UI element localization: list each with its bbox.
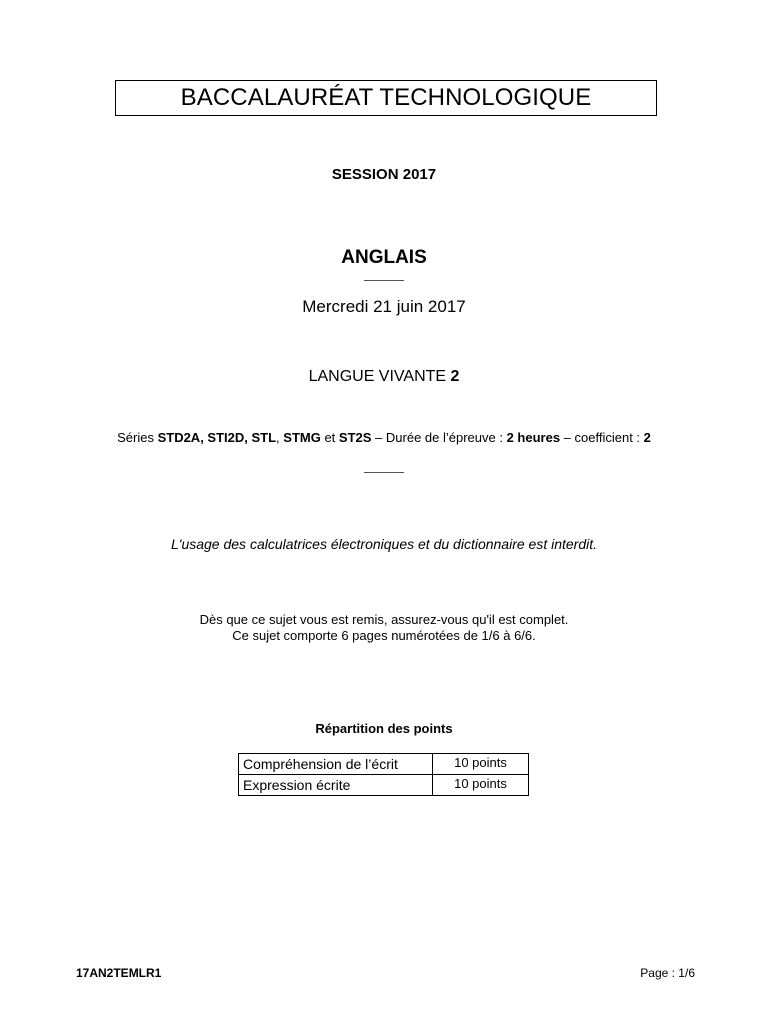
table-cell-value: 10 points bbox=[433, 754, 529, 775]
points-table bbox=[238, 753, 529, 796]
table-row bbox=[239, 754, 529, 775]
exam-date: Mercredi 21 juin 2017 bbox=[302, 297, 466, 316]
completeness-line-2: Ce sujet comporte 6 pages numérotées de 1/6 à 6/6. bbox=[232, 628, 536, 643]
calculator-notice: L'usage des calculatrices électroniques et du dictionnaire est interdit. bbox=[170, 536, 598, 552]
table-cell-label: Expression écrite bbox=[239, 775, 433, 796]
series-sep-1: , bbox=[276, 430, 284, 445]
page-number: Page : 1/6 bbox=[640, 966, 695, 980]
series-group-1: STD2A, STI2D, STL bbox=[157, 430, 277, 445]
series-sep-2: et bbox=[320, 430, 339, 445]
table-row bbox=[239, 775, 529, 796]
series-prefix: Séries bbox=[117, 430, 158, 445]
session-label: SESSION 2017 bbox=[331, 166, 437, 183]
divider-rule bbox=[364, 280, 404, 281]
language-level bbox=[0, 368, 768, 386]
subject-title: ANGLAIS bbox=[341, 247, 427, 268]
table-cell-label: Compréhension de l’écrit bbox=[239, 754, 433, 775]
coefficient-prefix: – coefficient : bbox=[560, 430, 644, 445]
exam-title-box bbox=[115, 80, 657, 116]
points-title: Répartition des points bbox=[315, 721, 453, 736]
series-line bbox=[0, 430, 768, 445]
duration-prefix: – Durée de l’épreuve : bbox=[371, 430, 507, 445]
language-level-number: 2 bbox=[450, 368, 460, 385]
language-level-prefix: LANGUE VIVANTE bbox=[308, 368, 451, 385]
coefficient-value: 2 bbox=[643, 430, 651, 445]
divider-rule bbox=[364, 472, 404, 473]
completeness-line-1: Dès que ce sujet vous est remis, assurez-vous qu'il est complet. bbox=[199, 612, 569, 627]
completeness-notice bbox=[0, 612, 768, 644]
duration-value: 2 heures bbox=[506, 430, 561, 445]
series-group-2: STMG bbox=[283, 430, 321, 445]
table-cell-value: 10 points bbox=[433, 775, 529, 796]
subject-code: 17AN2TEMLR1 bbox=[76, 966, 162, 980]
series-group-3: ST2S bbox=[338, 430, 372, 445]
exam-title: BACCALAURÉAT TECHNOLOGIQUE bbox=[180, 84, 592, 111]
